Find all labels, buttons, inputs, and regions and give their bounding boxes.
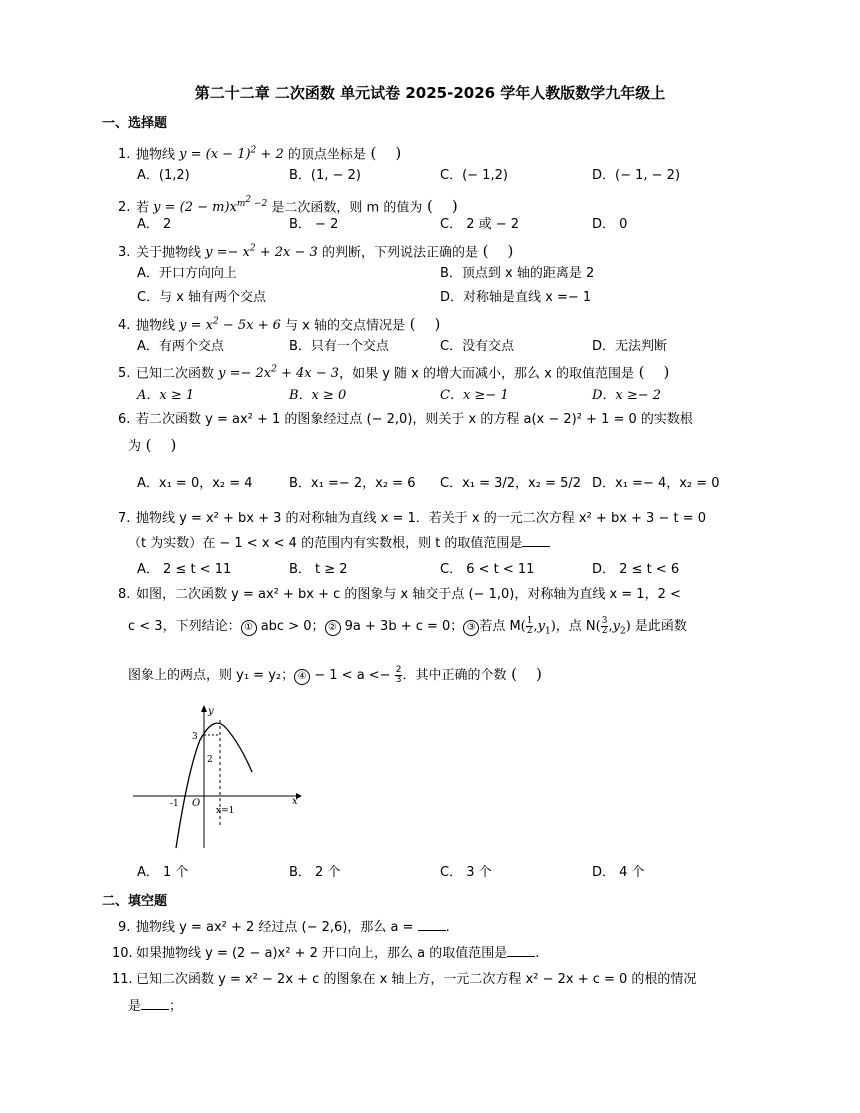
- point-m-coords: ( $\frac{1}{2}$ $,y_1$): [520, 616, 556, 637]
- options-7: [137, 558, 757, 580]
- option-c: C． 2 或 − 2: [440, 217, 520, 232]
- answer-blank[interactable]: [507, 943, 535, 957]
- option-c: C．(− 1,2): [440, 168, 508, 183]
- formula: $y = x^2 - 5x + 6$: [179, 317, 281, 334]
- option-a: A． 2 ≤ t < 11: [137, 562, 232, 577]
- option-b: B．顶点到 x 轴的距离是 2: [440, 266, 595, 281]
- question-4: 4. 抛物线 $y = x^2 - 5x + 6$ 与 x 轴的交点情况是 ( ): [118, 311, 768, 337]
- option-c: C． 6 < t < 11: [440, 562, 535, 577]
- symmetry-axis-label: x=1: [216, 806, 235, 816]
- option-d: D． 0: [592, 217, 628, 232]
- answer-paren: ( ): [145, 436, 177, 454]
- option-b: B． − 2: [289, 217, 339, 232]
- option-b: B．(1, − 2): [289, 168, 361, 183]
- question-7: 7. 抛物线 y = x² + bx + 3 的对称轴为直线 x = 1．若关于 x 的一元二次方程 x² + bx + 3 − t = 0: [118, 511, 707, 526]
- option-a: A． 2: [137, 217, 172, 232]
- option-d: D．x ≥− 2: [592, 388, 662, 403]
- option-a: A．有两个交点: [137, 339, 224, 354]
- options-6: [137, 472, 757, 494]
- option-c: C． 3 个: [440, 865, 492, 880]
- answer-blank[interactable]: [522, 533, 550, 547]
- question-8-line3: 图象上的两点，则 y₁ = y₂； ④ − 1 < a <− $\frac{2}{3}$ ．其中正确的个数 ( ): [128, 663, 768, 687]
- option-d: D．(− 1, − 2): [592, 168, 681, 183]
- page-title: 第二十二章 二次函数 单元试卷 2025-2026 学年人教版数学九年级上: [194, 84, 666, 102]
- option-d: D．对称轴是直线 x =− 1: [440, 290, 592, 305]
- point-n-coords: ( $\frac{3}{2}$ $,y_2$): [595, 616, 631, 637]
- option-d: D． 2 ≤ t < 6: [592, 562, 680, 577]
- option-b: B．x₁ =− 2，x₂ = 6: [289, 476, 416, 491]
- option-a: A．开口方向向上: [137, 266, 237, 281]
- option-a: A． 1 个: [137, 865, 189, 880]
- option-a: A．(1,2): [137, 168, 190, 183]
- section-heading-fill: 二、填空题: [102, 894, 168, 909]
- section-heading-choice: 一、选择题: [102, 116, 168, 131]
- y-axis-label: y: [208, 706, 214, 717]
- formula: $y = (x - 1)^2 + 2$: [179, 146, 284, 163]
- question-2: 2. 若 $y = (2 - m)x^{m^2 -2}$ 是二次函数，则 m 的值为 ( ): [118, 189, 768, 219]
- question-11-line2: 是 ；: [128, 996, 778, 1018]
- option-a: A．x ≥ 1: [137, 388, 195, 403]
- options-8: [137, 861, 757, 883]
- question-10: 10. 如果抛物线 y = (2 − a)x² + 2 开口向上，那么 a 的取值范围是 .: [112, 943, 762, 965]
- formula: $y = (2 - m)x^{m^2 -2}$: [153, 195, 268, 216]
- answer-paren: ( ): [409, 315, 441, 334]
- option-c: C．x ≥− 1: [440, 388, 509, 403]
- question-11: 11. 已知二次函数 y = x² − 2x + c 的图象在 x 轴上方，一元二次方程 x² − 2x + c = 0 的根的情况: [112, 972, 697, 987]
- options-2: [137, 213, 757, 235]
- origin-label: O: [192, 798, 201, 809]
- option-d: D． 4 个: [592, 865, 645, 880]
- formula: $y =- 2x^2 + 4x - 3$: [218, 365, 340, 382]
- y-axis-arrow: [201, 705, 207, 712]
- fraction-two-thirds: $\frac{2}{3}$: [395, 665, 402, 685]
- options-3: [137, 262, 757, 284]
- question-6-line2: 为 ( ): [128, 434, 778, 458]
- answer-paren: ( ): [370, 144, 402, 163]
- question-1: 1. 抛物线 $y = (x - 1)^2 + 2$ 的顶点坐标是 ( ): [118, 140, 768, 166]
- parabola-graph: [128, 700, 308, 850]
- option-c: C．与 x 轴有两个交点: [137, 290, 267, 305]
- option-a: A．x₁ = 0，x₂ = 4: [137, 476, 253, 491]
- options-4: [137, 335, 757, 357]
- question-7-line2: （t 为实数）在 − 1 < x < 4 的范围内有实数根，则 t 的取值范围是: [128, 533, 778, 555]
- answer-paren: ( ): [511, 665, 542, 683]
- answer-blank[interactable]: [141, 996, 169, 1010]
- option-b: B．只有一个交点: [289, 339, 389, 354]
- answer-paren: ( ): [482, 242, 514, 261]
- tick-2-label: 2: [207, 755, 213, 765]
- options-1: [137, 164, 757, 186]
- option-d: D．无法判断: [592, 339, 668, 354]
- answer-paren: ( ): [426, 197, 458, 216]
- option-c: C．没有交点: [440, 339, 515, 354]
- options-3b: [137, 286, 757, 308]
- tick-neg1-label: -1: [170, 799, 179, 809]
- tick-3-label: 3: [192, 732, 198, 742]
- answer-paren: ( ): [638, 363, 670, 382]
- question-9: 9. 抛物线 y = ax² + 2 经过点 (− 2,6)，那么 a = .: [118, 917, 768, 939]
- question-8-line2: c < 3，下列结论： ① abc > 0； ② 9a + 3b + c = 0； ③ 若点 M( $\frac{1}{2}$ $,y_1$)，点 N( $\frac{3}{2}$ $,y_2$) 是此函数: [128, 616, 687, 637]
- option-b: B．x ≥ 0: [289, 388, 347, 403]
- formula: $y =- x^2 + 2x - 3$: [205, 244, 318, 261]
- options-5: [137, 384, 757, 406]
- question-6: 6. 若二次函数 y = ax² + 1 的图象经过点 (− 2,0)，则关于 x 的方程 a(x − 2)² + 1 = 0 的实数根: [118, 412, 693, 427]
- option-c: C．x₁ = 3/2，x₂ = 5/2: [440, 476, 582, 491]
- option-b: B． 2 个: [289, 865, 341, 880]
- option-d: D．x₁ =− 4，x₂ = 0: [592, 476, 720, 491]
- question-5: 5. 已知二次函数 $y =- 2x^2 + 4x - 3$，如果 y 随 x 的增大而减小，那么 x 的取值范围是 ( ): [118, 359, 768, 385]
- option-b: B． t ≥ 2: [289, 562, 348, 577]
- question-3: 3. 关于抛物线 $y =- x^2 + 2x - 3$ 的判断，下列说法正确的是 ( ): [118, 238, 768, 264]
- answer-blank[interactable]: [418, 917, 446, 931]
- question-8: 8. 如图，二次函数 y = ax² + bx + c 的图象与 x 轴交于点 (− 1,0)，对称轴为直线 x = 1，2 <: [118, 587, 681, 602]
- parabola-curve: [176, 723, 252, 848]
- x-axis-label: x: [292, 796, 298, 807]
